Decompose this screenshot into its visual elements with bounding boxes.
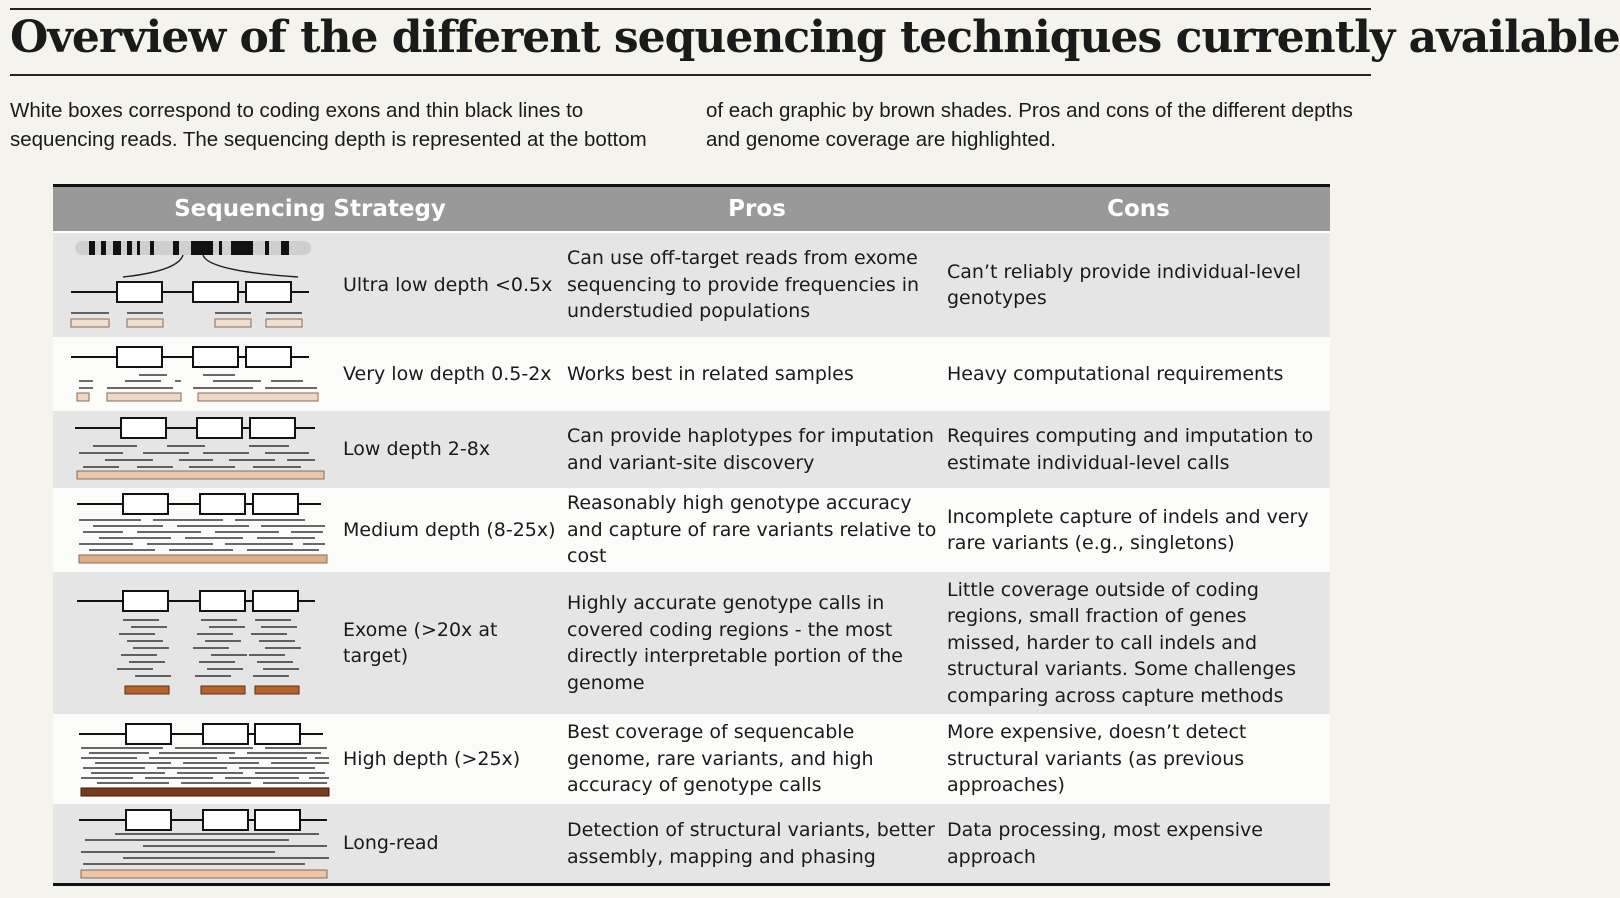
exon-box xyxy=(123,494,168,514)
depth-graphic xyxy=(53,337,343,411)
depth-bar xyxy=(201,686,245,694)
table-row xyxy=(53,804,1330,883)
depth-graphic xyxy=(53,411,343,488)
exon-box xyxy=(246,347,291,367)
depth-bar xyxy=(198,393,318,401)
cons-cell: Requires computing and imputation to estimate individual-level calls xyxy=(947,425,1314,474)
low-depth-diagram xyxy=(53,411,343,488)
cons-cell: Incomplete capture of indels and very rare variants (e.g., singletons) xyxy=(947,505,1309,554)
reads xyxy=(79,446,315,467)
pros-cell: Can provide haplotypes for imputation and variant-site discovery xyxy=(567,425,934,474)
depth-bar xyxy=(71,319,109,327)
exon-box xyxy=(231,241,253,255)
exon-box xyxy=(117,282,162,302)
title-rule xyxy=(10,74,1371,76)
depth-bar xyxy=(255,686,299,694)
depth-graphic xyxy=(53,233,343,337)
table-row xyxy=(53,411,1330,488)
strategy-label: Ultra low depth <0.5x xyxy=(343,273,553,296)
chromosome-icon xyxy=(75,241,311,277)
strategy-label: Exome (>20x at target) xyxy=(343,618,498,667)
gene-exons xyxy=(77,494,321,514)
cons-cell: Data processing, most expensive approach xyxy=(947,819,1263,868)
header-cons: Cons xyxy=(1107,196,1170,222)
gene-exons xyxy=(71,282,309,302)
zoom-connector xyxy=(123,255,183,277)
exon-box xyxy=(203,810,248,830)
exon-reads xyxy=(117,620,301,676)
exon-box xyxy=(253,494,298,514)
gene-exons xyxy=(71,347,309,367)
depth-bar xyxy=(81,870,327,878)
zoom-connector xyxy=(203,255,298,277)
table-header xyxy=(53,187,1330,233)
depth-bar xyxy=(215,319,251,327)
exon-box xyxy=(173,241,179,255)
gene-exons xyxy=(79,724,323,744)
strategy-label: Low depth 2-8x xyxy=(343,438,491,461)
exon-box xyxy=(117,347,162,367)
exon-box xyxy=(137,241,140,255)
depth-graphic xyxy=(53,804,343,883)
depth-bar xyxy=(79,555,327,563)
page-title: Overview of the different sequencing techniques currently available xyxy=(10,12,1620,63)
table-row xyxy=(53,572,1330,714)
exon-box xyxy=(123,591,168,611)
pros-cell: Detection of structural variants, better assembly, mapping and phasing xyxy=(567,819,935,868)
depth-bar xyxy=(107,393,181,401)
exon-box xyxy=(113,241,121,255)
pros-cell: Can use off-target reads from exome sequencing to provide frequencies in understudied populations xyxy=(567,247,920,323)
depth-bar xyxy=(77,393,89,401)
depth-bars xyxy=(125,686,299,694)
exon-box xyxy=(191,241,213,255)
long-read-diagram xyxy=(53,804,343,883)
exon-box xyxy=(101,241,106,255)
exon-box xyxy=(203,724,248,744)
exon-box xyxy=(150,241,154,255)
cons-cell: More expensive, doesn’t detect structural variants (as previous approaches) xyxy=(947,721,1247,797)
gene-exons xyxy=(79,810,327,830)
cons-cell: Heavy computational requirements xyxy=(947,362,1284,385)
exon-box xyxy=(253,591,298,611)
strategy-label: Very low depth 0.5-2x xyxy=(343,362,552,385)
intro-text-left: White boxes correspond to coding exons and thin black lines to sequencing reads. The sequencing depth is represented at the bottom xyxy=(10,99,647,151)
exon-box xyxy=(219,241,222,255)
depth-bar xyxy=(125,686,169,694)
exon-box xyxy=(193,347,238,367)
pros-cell: Works best in related samples xyxy=(567,362,854,385)
very-low-depth-diagram xyxy=(53,337,343,411)
reads xyxy=(79,520,325,550)
strategy-label: Medium depth (8-25x) xyxy=(343,518,556,541)
cons-cell: Little coverage outside of coding regions, small fraction of genes missed, harder to call indels and structural variants. Some challenges comparing across capture methods xyxy=(947,578,1296,707)
strategy-label: High depth (>25x) xyxy=(343,747,521,770)
depth-bar xyxy=(81,788,329,796)
ultra-low-depth-diagram xyxy=(53,233,343,337)
strategy-label: Long-read xyxy=(343,832,439,855)
depth-graphic xyxy=(53,572,343,714)
reads xyxy=(81,748,329,783)
cons-cell: Can’t reliably provide individual-level genotypes xyxy=(947,260,1302,309)
exon-box xyxy=(89,241,95,255)
high-depth-diagram xyxy=(53,714,343,804)
intro-text-right: of each graphic by brown shades. Pros and cons of the different depths and genome coverage are highlighted. xyxy=(706,99,1353,151)
exon-box xyxy=(265,241,269,255)
depth-bars xyxy=(71,319,302,327)
exon-box xyxy=(126,724,171,744)
long-reads xyxy=(81,834,329,864)
exon-box xyxy=(250,418,295,438)
exome-diagram xyxy=(53,572,343,714)
exon-box xyxy=(246,282,291,302)
header-strategy: Sequencing Strategy xyxy=(174,196,446,222)
depth-graphic xyxy=(53,488,343,572)
sequencing-table xyxy=(53,184,1330,886)
exon-box xyxy=(200,591,245,611)
table-row xyxy=(53,337,1330,411)
exon-box xyxy=(255,810,300,830)
gene-exons xyxy=(75,418,315,438)
exon-box xyxy=(255,724,300,744)
table-row xyxy=(53,233,1330,337)
exon-box xyxy=(127,241,132,255)
pros-cell: Best coverage of sequencable genome, rare variants, and high accuracy of genotype calls xyxy=(567,721,874,797)
table-row xyxy=(53,714,1330,804)
depth-bars xyxy=(77,393,318,401)
exon-box xyxy=(200,494,245,514)
exon-box xyxy=(197,418,242,438)
pros-cell: Highly accurate genotype calls in covered coding regions - the most directly interpretable portion of the genome xyxy=(567,592,903,694)
header-pros: Pros xyxy=(728,196,786,222)
gene-exons xyxy=(77,591,315,611)
depth-graphic xyxy=(53,714,343,804)
depth-bar xyxy=(266,319,302,327)
depth-bar xyxy=(127,319,163,327)
medium-depth-diagram xyxy=(53,488,343,572)
table-row xyxy=(53,488,1330,572)
exon-box xyxy=(193,282,238,302)
pros-cell: Reasonably high genotype accuracy and capture of rare variants relative to cost xyxy=(567,492,937,568)
exon-box xyxy=(281,241,289,255)
depth-bar xyxy=(77,471,324,479)
exon-box xyxy=(121,418,166,438)
reads xyxy=(79,375,317,388)
exon-box xyxy=(126,810,171,830)
